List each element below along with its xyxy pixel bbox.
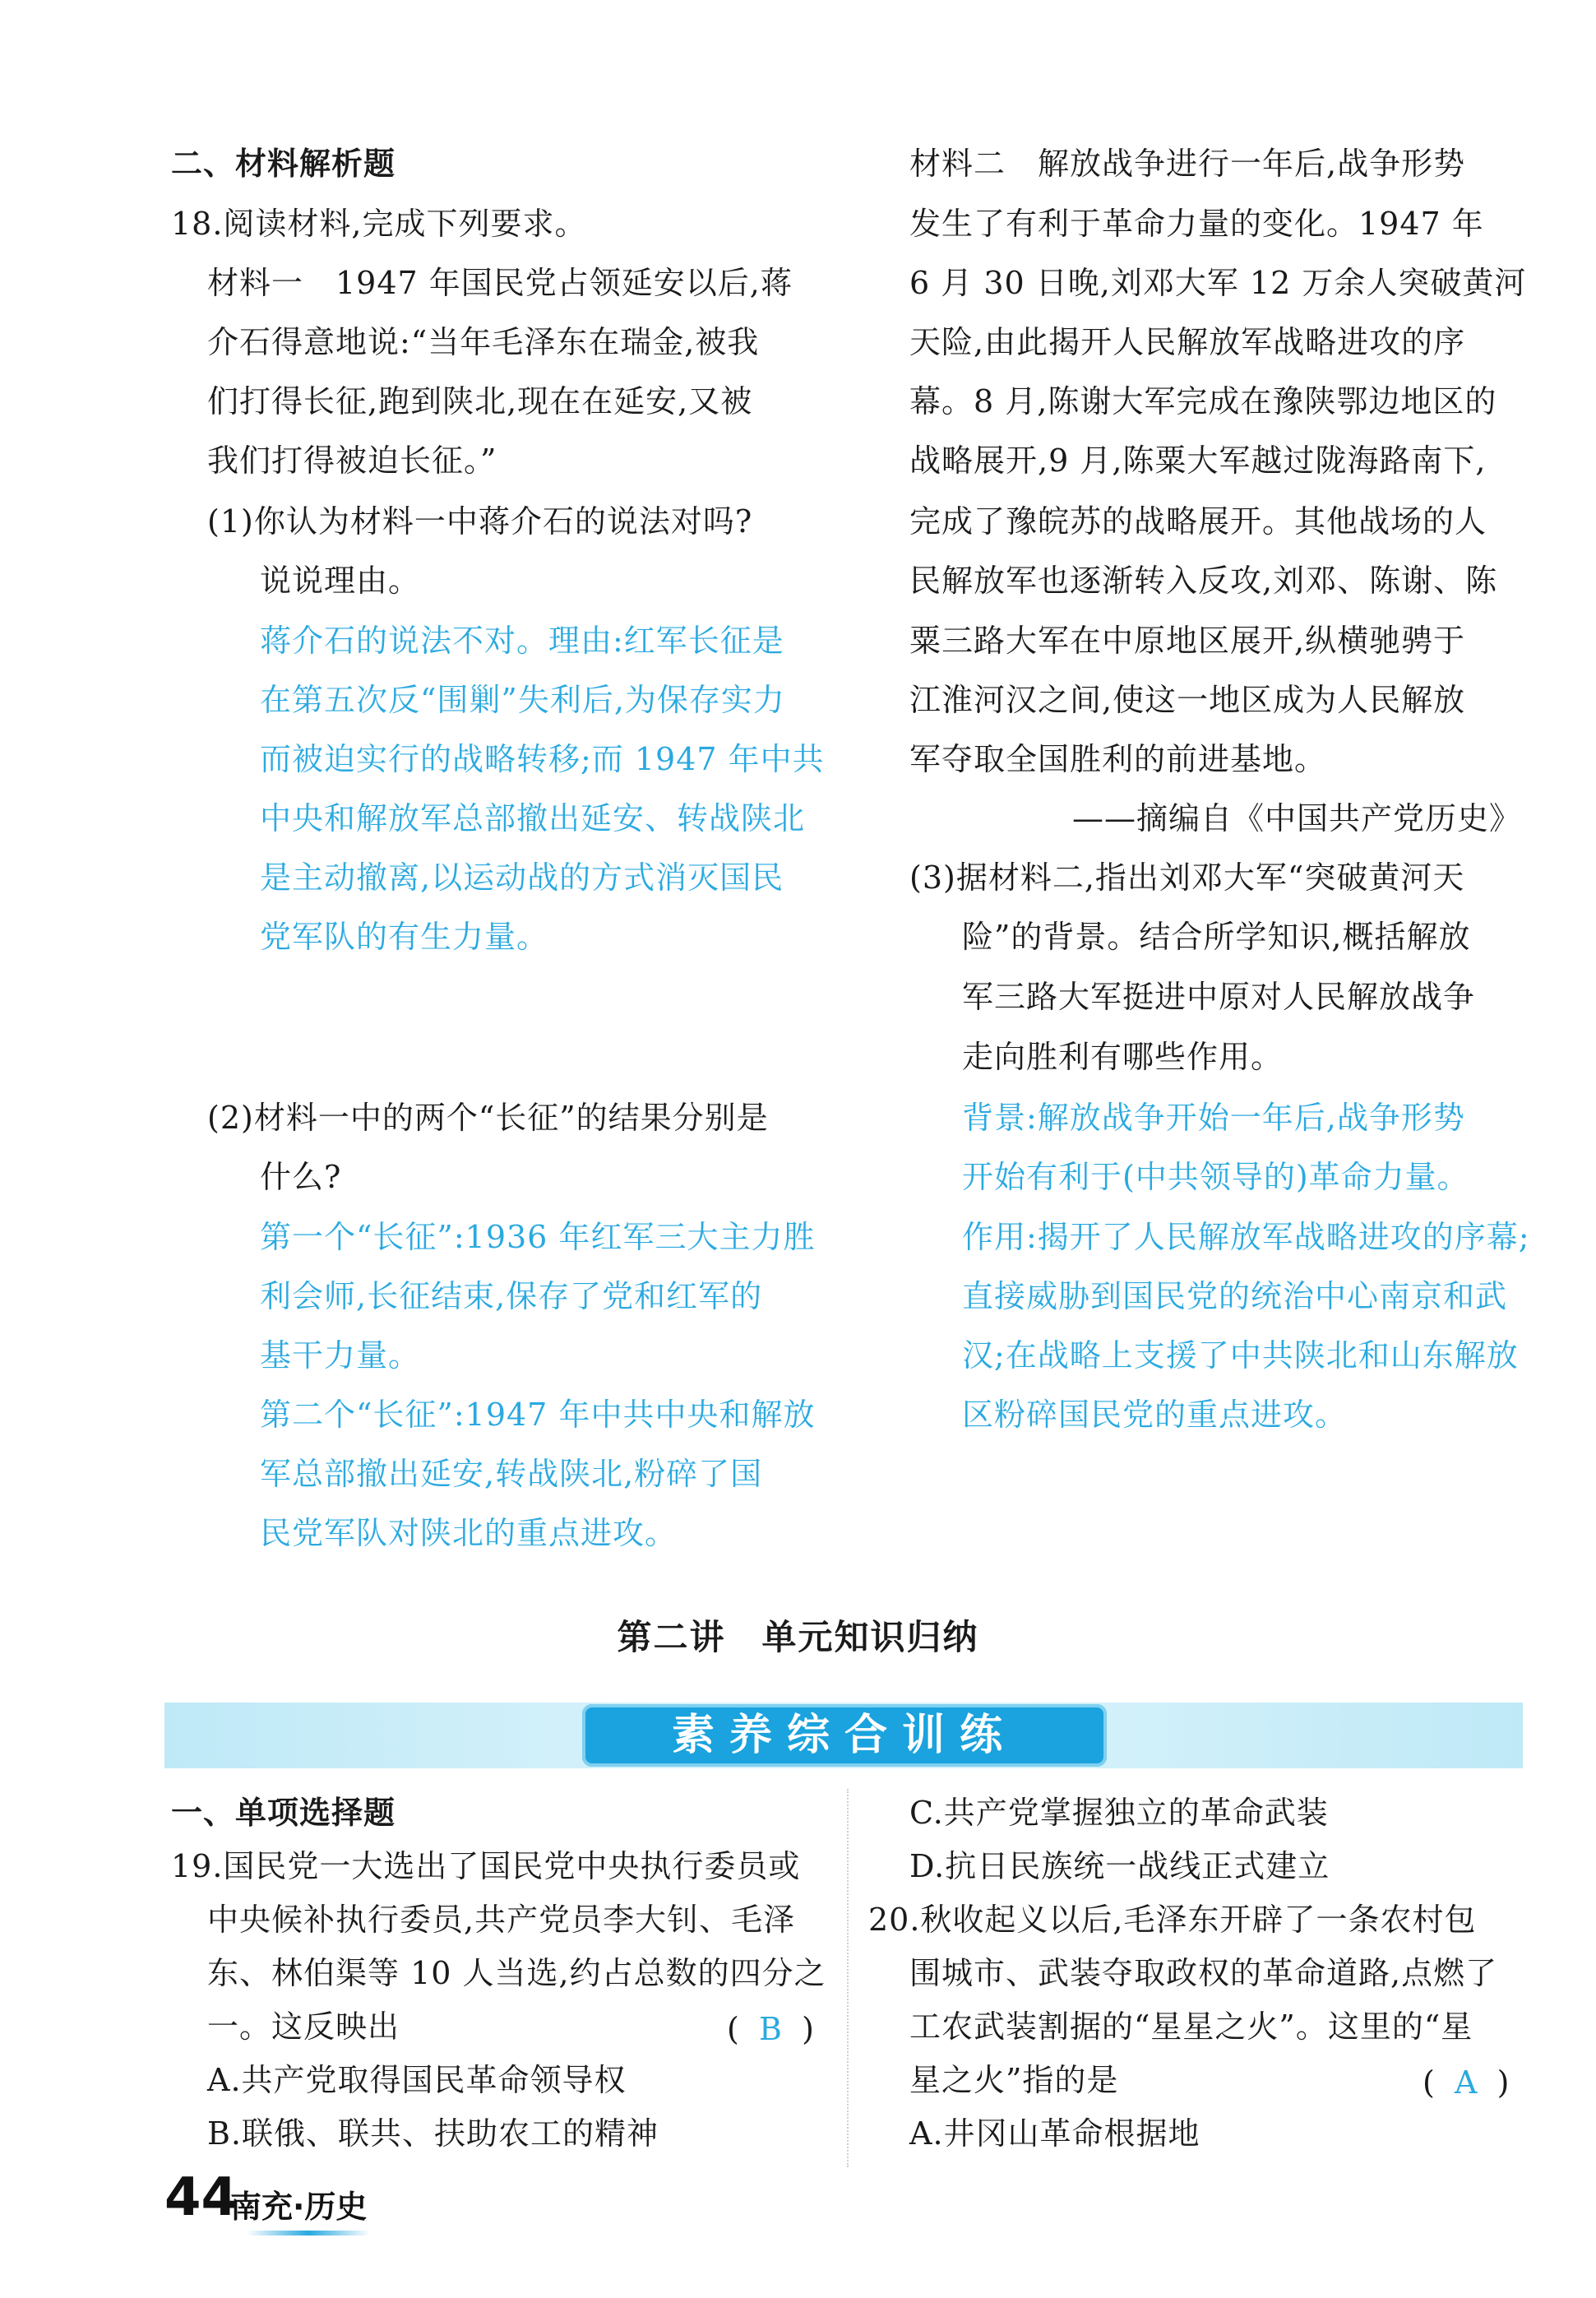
question-19-line: 19.国民党一大选出了国民党中央执行委员或: [171, 1848, 801, 1884]
answer-3-line: 汉;在战略上支援了中共陕北和山东解放: [962, 1337, 1519, 1374]
question-19-option: A.共产党取得国民革命领导权: [207, 2062, 627, 2098]
answer-1-line: 蒋介石的说法不对。理由:红军长征是: [260, 623, 784, 659]
answer-3-line: 背景:解放战争开始一年后,战争形势: [962, 1100, 1465, 1136]
page-label: 南充·历史: [230, 2189, 368, 2225]
question-20-answer-bracket: ( A ): [1423, 2064, 1510, 2101]
answer-1-line: 在第五次反“围剿”失利后,为保存实力: [260, 682, 785, 718]
answer-3-line: 开始有利于(中共领导的)革命力量。: [962, 1159, 1469, 1195]
sub-question-1: 说说理由。: [260, 563, 421, 599]
sub-question-2: 什么?: [260, 1159, 342, 1195]
section-title: 第二讲 单元知识归纳: [617, 1617, 979, 1657]
sub-question-3: 走向胜利有哪些作用。: [962, 1039, 1284, 1075]
material-1-line: 我们打得被迫长征。”: [207, 442, 497, 479]
answer-3-line: 区粉碎国民党的重点进攻。: [962, 1397, 1348, 1433]
answer-1-line: 是主动撤离,以运动战的方式消灭国民: [260, 859, 784, 896]
material-1-line: 介石得意地说:“当年毛泽东在瑞金,被我: [207, 324, 760, 360]
material-1-line: 们打得长征,跑到陕北,现在在延安,又被: [207, 383, 753, 419]
material-2-line: 幕。8 月,陈谢大军完成在豫陕鄂边地区的: [909, 383, 1497, 419]
sub-question-3: 险”的背景。结合所学知识,概括解放: [962, 919, 1471, 955]
column-divider: [847, 1789, 849, 2167]
question-20-option: A.井冈山革命根据地: [909, 2115, 1200, 2152]
question-20-line: 20.秋收起义以后,毛泽东开辟了一条农村包: [868, 1902, 1477, 1938]
sub-question-2: (2)材料一中的两个“长征”的结果分别是: [207, 1100, 769, 1136]
section-heading-material-analysis: 二、材料解析题: [171, 146, 396, 182]
banner-title: 素养综合训练: [671, 1711, 1017, 1760]
question-20-line: 工农武装割据的“星星之火”。这里的“星: [909, 2008, 1473, 2045]
answer-2-line: 军总部撤出延安,转战陕北,粉碎了国: [260, 1456, 763, 1492]
material-1-line: 材料一 1947 年国民党占领延安以后,蒋: [207, 265, 793, 301]
question-19-answer-bracket: ( B ): [727, 2011, 814, 2047]
sub-question-3: 军三路大军挺进中原对人民解放战争: [962, 979, 1476, 1015]
answer-2-line: 基干力量。: [260, 1337, 421, 1374]
material-2-source: ——摘编自《中国共产党历史》: [1071, 800, 1521, 836]
answer-2-line: 第一个“长征”:1936 年红军三大主力胜: [260, 1219, 816, 1255]
sub-question-3: (3)据材料二,指出刘邓大军“突破黄河天: [909, 859, 1465, 896]
sub-question-1: (1)你认为材料一中蒋介石的说法对吗?: [207, 503, 753, 540]
answer-1-line: 而被迫实行的战略转移;而 1947 年中共: [260, 741, 825, 777]
answer-3-line: 直接威胁到国民党的统治中心南京和武: [962, 1278, 1508, 1314]
material-2-line: 发生了有利于革命力量的变化。1947 年: [909, 206, 1484, 242]
material-2-line: 6 月 30 日晚,刘邓大军 12 万余人突破黄河: [909, 265, 1527, 301]
material-2-line: 材料二 解放战争进行一年后,战争形势: [909, 146, 1466, 182]
question-19-option: C.共产党掌握独立的革命武装: [909, 1795, 1329, 1831]
answer-2-line: 利会师,长征结束,保存了党和红军的: [260, 1278, 763, 1314]
answer-1-line: 中央和解放军总部撤出延安、转战陕北: [260, 800, 806, 836]
question-19-option: D.抗日民族统一战线正式建立: [909, 1848, 1330, 1884]
question-20-answer: A: [1454, 2064, 1478, 2101]
material-2-line: 民解放军也逐渐转入反攻,刘邓、陈谢、陈: [909, 563, 1498, 599]
question-19-option: B.联俄、联共、扶助农工的精神: [207, 2115, 659, 2152]
question-18-stem: 18.阅读材料,完成下列要求。: [171, 206, 587, 242]
page-label-underline: [247, 2231, 370, 2235]
question-19-line: 中央候补执行委员,共产党员李大钊、毛泽: [207, 1902, 796, 1938]
question-19-line: 东、林伯渠等 10 人当选,约占总数的四分之: [207, 1955, 826, 1991]
answer-3-line: 作用:揭开了人民解放军战略进攻的序幕;: [962, 1219, 1530, 1255]
question-19-answer: B: [758, 2011, 782, 2047]
material-2-line: 完成了豫皖苏的战略展开。其他战场的人: [909, 503, 1487, 540]
question-20-line: 围城市、武装夺取政权的革命道路,点燃了: [909, 1955, 1498, 1991]
material-2-line: 粟三路大军在中原地区展开,纵横驰骋于: [909, 623, 1466, 659]
material-2-line: 军夺取全国胜利的前进基地。: [909, 741, 1327, 777]
question-20-line: 星之火”指的是: [909, 2062, 1119, 2098]
material-2-line: 天险,由此揭开人民解放军战略进攻的序: [909, 324, 1466, 360]
question-19-line: 一。这反映出: [207, 2008, 400, 2045]
answer-2-line: 第二个“长征”:1947 年中共中央和解放: [260, 1397, 816, 1433]
section-heading-single-choice: 一、单项选择题: [171, 1795, 396, 1831]
material-2-line: 战略展开,9 月,陈粟大军越过陇海路南下,: [909, 442, 1487, 479]
answer-2-line: 民党军队对陕北的重点进攻。: [260, 1515, 678, 1551]
material-2-line: 江淮河汉之间,使这一地区成为人民解放: [909, 682, 1466, 718]
page-number: 44: [164, 2167, 238, 2228]
answer-1-line: 党军队的有生力量。: [260, 919, 549, 955]
